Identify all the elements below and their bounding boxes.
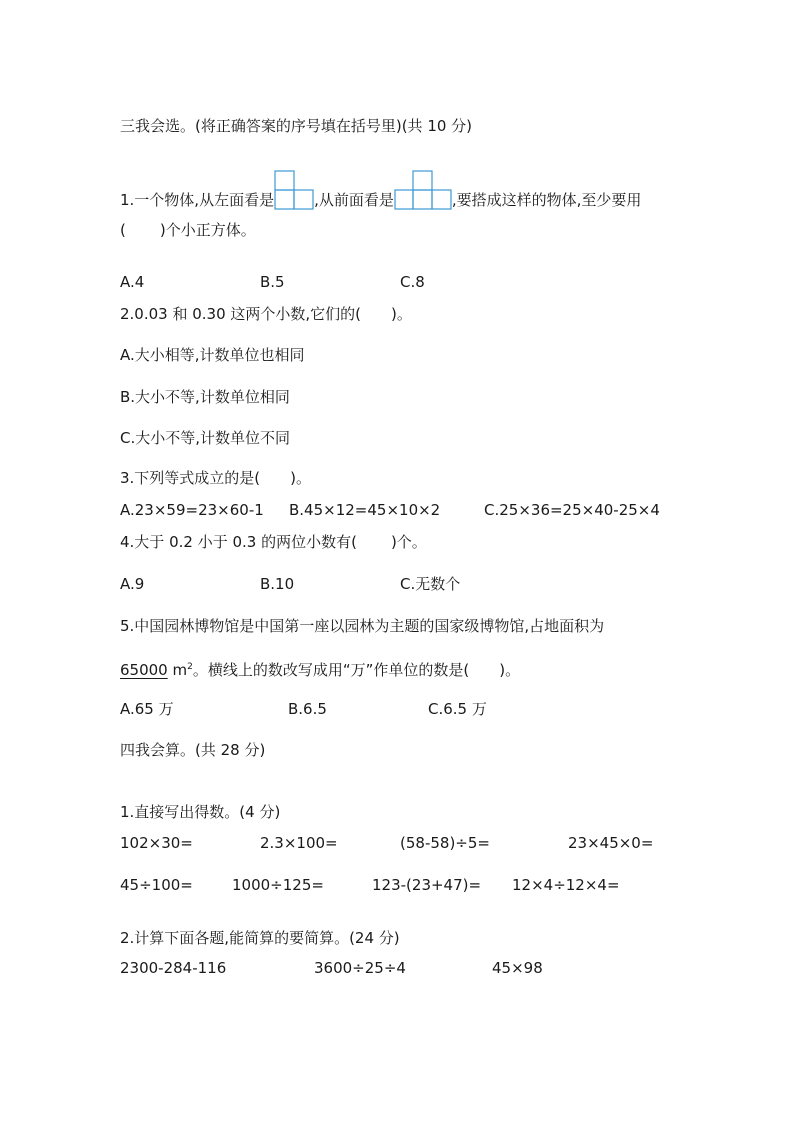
q1-option-b: B.5	[260, 273, 285, 291]
q4-option-c: C.无数个	[400, 575, 461, 593]
unit-superscript: 2	[187, 662, 193, 672]
q1-text-part-3: ,要搭成这样的物体,至少要用	[451, 191, 642, 209]
q4-option-b: B.10	[260, 575, 295, 593]
oral-calc-item: 23×45×0=	[568, 834, 654, 852]
question-5-line-2	[120, 657, 520, 680]
oral-calc-item: (58-58)÷5=	[400, 834, 490, 852]
q4-option-a: A.9	[120, 575, 145, 593]
q4-text: 4.大于 0.2 小于 0.3 的两位小数有(	[120, 533, 357, 551]
q5-text-end: )。	[499, 661, 521, 679]
oral-calc-item: 102×30=	[120, 834, 193, 852]
q3-text: 3.下列等式成立的是(	[120, 469, 261, 487]
q2-text-end: )。	[391, 305, 412, 323]
q5-option-c: C.6.5 万	[428, 700, 487, 718]
section-4-title: 四我会算。(共 28 分)	[120, 741, 266, 759]
question-4	[120, 532, 427, 552]
q3-text-end: )。	[290, 469, 312, 487]
q1-option-a: A.4	[120, 273, 145, 291]
front-view-grid	[394, 170, 452, 210]
q1-option-c: C.8	[400, 273, 425, 291]
question-5-line-1: 5.中国园林博物馆是中国第一座以园林为主题的国家级博物馆,占地面积为	[120, 617, 605, 635]
oral-calc-item: 12×4÷12×4=	[512, 876, 620, 894]
oral-calc-item: 1000÷125=	[232, 876, 324, 894]
oral-calc-item: 2.3×100=	[260, 834, 338, 852]
left-view-figure	[274, 170, 314, 210]
calc-item: 3600÷25÷4	[314, 959, 406, 977]
section-3-title: 三我会选。(将正确答案的序号填在括号里)(共 10 分)	[120, 117, 473, 135]
underlined-number: 65000	[120, 661, 168, 679]
oral-calc-item: 123-(23+47)=	[372, 876, 482, 894]
left-view-grid	[274, 170, 314, 210]
q5-option-a: A.65 万	[120, 700, 174, 718]
q2-option-b: B.大小不等,计数单位相同	[120, 388, 290, 406]
front-view-figure	[394, 170, 452, 210]
q2-text: 2.0.03 和 0.30 这两个小数,它们的(	[120, 305, 362, 323]
q4-text-end: )个。	[390, 533, 427, 551]
q1-close-text: )个小正方体。	[159, 221, 256, 239]
question-1-line-2	[120, 220, 256, 240]
q1-text-part-1: 1.一个物体,从左面看是	[120, 191, 275, 209]
q5-text: 。横线上的数改写成用“万”作单位的数是(	[192, 661, 470, 679]
part-1-title: 1.直接写出得数。(4 分)	[120, 803, 281, 821]
q2-option-a: A.大小相等,计数单位也相同	[120, 346, 305, 364]
question-2	[120, 304, 412, 324]
calc-item: 2300-284-116	[120, 959, 227, 977]
oral-calc-item: 45÷100=	[120, 876, 193, 894]
part-2-title: 2.计算下面各题,能简算的要简算。(24 分)	[120, 929, 400, 947]
q3-option-c: C.25×36=25×40-25×4	[484, 501, 660, 519]
question-1-line-1	[120, 170, 641, 210]
q3-option-a: A.23×59=23×60-1	[120, 501, 264, 519]
q2-option-c: C.大小不等,计数单位不同	[120, 429, 291, 447]
q1-open-paren: (	[120, 221, 126, 239]
area-unit: m	[167, 661, 188, 679]
q5-option-b: B.6.5	[288, 700, 327, 718]
q3-option-b: B.45×12=45×10×2	[289, 501, 441, 519]
calc-item: 45×98	[492, 959, 543, 977]
question-3	[120, 468, 311, 488]
q1-text-part-2: ,从前面看是	[314, 191, 394, 209]
